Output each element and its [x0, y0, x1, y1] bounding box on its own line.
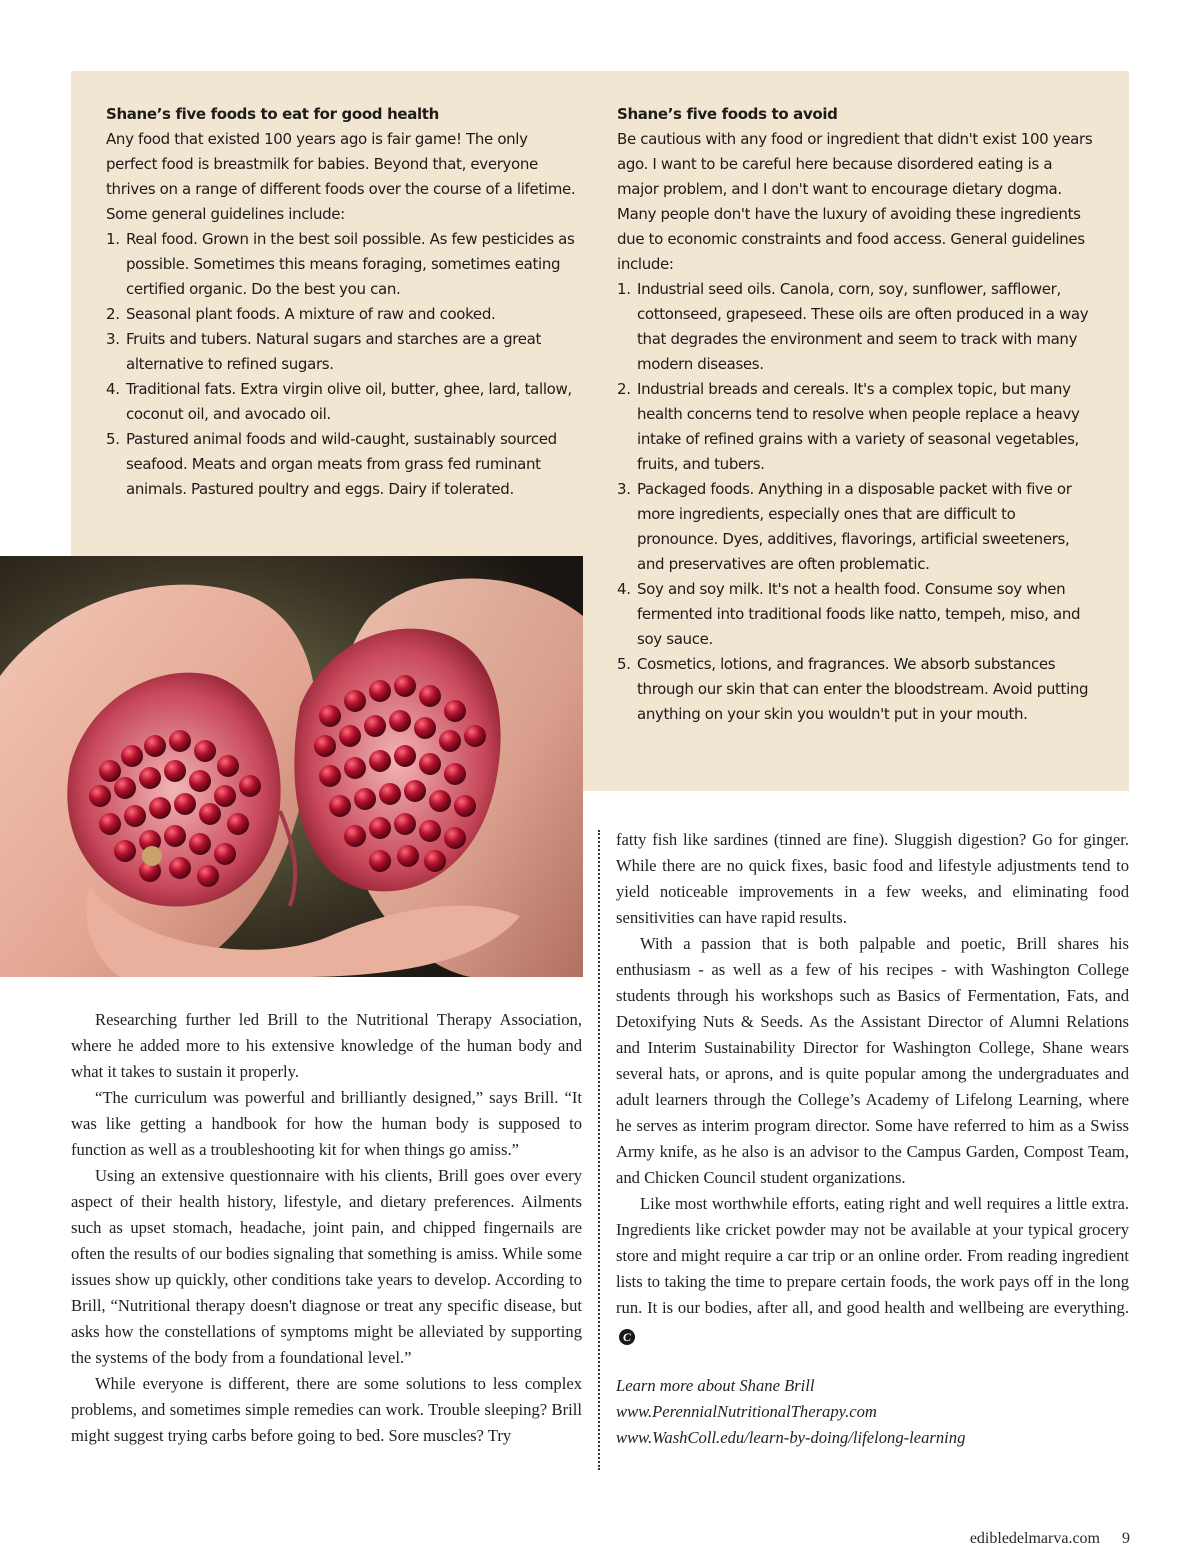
article-paragraph: Using an extensive questionnaire with his clients, Brill goes over every aspect of their health history, lifestyle, and dietary preferences. Ailments such as upset stomach, headache, joint pain, and chipped fingernails are often the results of our bodies signaling that something is amiss. While some issues show up quickly, other conditions take years to develop. According to Brill, “Nutritional therapy doesn't diagnose or treat any specific disease, but asks how the constellations of symptoms might be alleviated by supporting the systems of the body from a foundational level.”	[71, 1166, 582, 1367]
article-paragraph: While everyone is different, there are some solutions to less complex problems, and sometimes simple remedies can work. Trouble sleeping? Brill might suggest trying carbs before going to bed. Sore muscles? Try	[71, 1374, 582, 1445]
foods-to-avoid-column	[617, 102, 1097, 727]
page-footer	[880, 1530, 1130, 1548]
end-mark-icon: C	[619, 1329, 635, 1345]
site-url: edibledelmarva.com	[969, 1530, 1100, 1547]
learn-more-link[interactable]: www.PerennialNutritionalTherapy.com	[616, 1402, 877, 1421]
list-item: 3. Packaged foods. Anything in a disposable packet with five or more ingredients, especially ones that are difficult to pronounce. Dyes, additives, flavorings, artificial sweeteners, and preservatives are often problematic.	[617, 480, 1072, 573]
article-column-left	[71, 1007, 582, 1449]
article-paragraph	[616, 1191, 1129, 1347]
list-item: 4. Traditional fats. Extra virgin olive oil, butter, ghee, lard, tallow, coconut oil, and avocado oil.	[106, 380, 572, 423]
learn-more-link[interactable]: www.WashColl.edu/learn-by-doing/lifelong-learning	[616, 1428, 966, 1447]
pomegranate-photo	[0, 556, 583, 977]
list-item: 5. Pastured animal foods and wild-caught, sustainably sourced seafood. Meats and organ meats from grass fed ruminant animals. Pastured poultry and eggs. Dairy if tolerated.	[106, 430, 557, 498]
foods-to-eat-intro: Any food that existed 100 years ago is fair game! The only perfect food is breastmilk for babies. Beyond that, everyone thrives on a range of different foods over the course of a lifetime. Some general guidelines include:	[106, 130, 576, 223]
foods-to-eat-column	[106, 102, 576, 502]
article-paragraph: With a passion that is both palpable and poetic, Brill shares his enthusiasm - as well as a few of his recipes - with Washington College students through his workshops such as Basics of Fermentation, Fats, and Detoxifying Nuts & Seeds. As the Assistant Director of Alumni Relations and Interim Sustainability Director for Washington College, Shane wears several hats, or aprons, and is quite popular among the undergraduates and adult learners through the College’s Academy of Lifelong Learning, where he serves as interim program director. Some have referred to him as a Swiss Army knife, as he also is an advisor to the Campus Garden, Compost Team, and Chicken Council student organizations.	[616, 934, 1129, 1187]
foods-to-avoid-intro: Be cautious with any food or ingredient that didn't exist 100 years ago. I want to be careful here because disordered eating is a major problem, and I don't want to encourage dietary dogma. Many people don't have the luxury of avoiding these ingredients due to economic constraints and food access. General guidelines include:	[617, 130, 1093, 273]
list-item: 1. Industrial seed oils. Canola, corn, soy, sunflower, safflower, cottonseed, grapeseed. These oils are often produced in a way that degrades the environment and seem to track with many modern diseases.	[617, 280, 1089, 373]
foods-to-avoid-title: Shane’s five foods to avoid	[617, 105, 838, 123]
article-paragraph: Researching further led Brill to the Nutritional Therapy Association, where he added more to his extensive knowledge of the human body and what it takes to sustain it properly.	[71, 1010, 582, 1081]
list-item: 4. Soy and soy milk. It's not a health food. Consume soy when fermented into traditional foods like natto, tempeh, miso, and soy sauce.	[617, 580, 1081, 648]
list-item: 2. Seasonal plant foods. A mixture of raw and cooked.	[106, 305, 496, 323]
article-paragraph: “The curriculum was powerful and brilliantly designed,” says Brill. “It was like getting a handbook for how the human body is supposed to function as well as a troubleshooting kit for when things go amiss.”	[71, 1088, 582, 1159]
article-column-right	[616, 827, 1129, 1451]
learn-more-heading: Learn more about Shane Brill	[616, 1376, 815, 1395]
foods-to-avoid-list	[617, 277, 1097, 727]
list-item: 2. Industrial breads and cereals. It's a complex topic, but many health concerns tend to resolve when people replace a heavy intake of refined grains with a variety of seasonal vegetables, fruits, and tubers.	[617, 380, 1080, 473]
list-item: 3. Fruits and tubers. Natural sugars and starches are a great alternative to refined sugars.	[106, 330, 541, 373]
column-divider	[598, 830, 600, 1470]
pomegranate-illustration	[0, 556, 583, 977]
list-item: 5. Cosmetics, lotions, and fragrances. We absorb substances through our skin that can enter the bloodstream. Avoid putting anything on your skin you wouldn't put in your mouth.	[617, 655, 1089, 723]
list-item: 1. Real food. Grown in the best soil possible. As few pesticides as possible. Sometimes this means foraging, sometimes eating certified organic. Do the best you can.	[106, 230, 575, 298]
article-paragraph: fatty fish like sardines (tinned are fine). Sluggish digestion? Go for ginger. While there are no quick fixes, basic food and lifestyle adjustments tend to yield noticeable improvements in a few weeks, and eliminating food sensitivities can have rapid results.	[616, 830, 1129, 927]
learn-more-block	[616, 1373, 1129, 1451]
foods-to-eat-title: Shane’s five foods to eat for good health	[106, 105, 439, 123]
page-number: 9	[1122, 1530, 1130, 1547]
foods-to-eat-list	[106, 227, 576, 502]
final-paragraph-text: Like most worthwhile efforts, eating right and well requires a little extra. Ingredients like cricket powder may not be available at your typical grocery store and might require a car trip or an online order. From reading ingredient lists to taking the time to prepare certain foods, the work pays off in the long run. It is our bodies, after all, and good health and wellbeing are everything.	[616, 1194, 1129, 1317]
